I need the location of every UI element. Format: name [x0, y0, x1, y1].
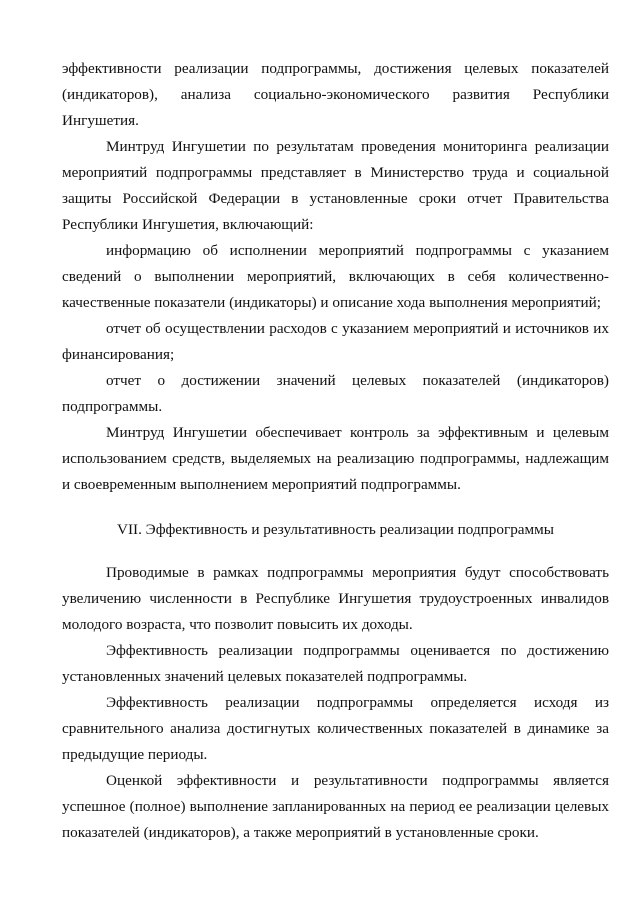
paragraph-assessment: Оценкой эффективности и результативности подпрограммы является успешное (полное) выполнение запланированных на период ее реализации целевых показателей (индикаторов), а также мероприятий в установленные сроки. — [62, 772, 609, 841]
paragraph-report-item-indicators: отчет о достижении значений целевых показателей (индикаторов) подпрограммы. — [62, 372, 609, 415]
paragraph-continuation: эффективности реализации подпрограммы, достижения целевых показателей (индикаторов), анализа социально-экономического развития Республики Ингушетия. — [62, 60, 609, 129]
paragraph-evaluation: Эффективность реализации подпрограммы оценивается по достижению установленных значений целевых показателей подпрограммы. — [62, 642, 609, 685]
paragraph-report-item-expenses: отчет об осуществлении расходов с указанием мероприятий и источников их финансирования; — [62, 320, 609, 363]
paragraph-report-item-execution: информацию об исполнении мероприятий подпрограммы с указанием сведений о выполнении мероприятий, включающих в себя количественно-качественные показатели (индикаторы) и описание хода выполнения мероприятий; — [62, 242, 609, 311]
section-heading: VII. Эффективность и результативность реализации подпрограммы — [117, 521, 554, 538]
paragraph-control: Минтруд Ингушетии обеспечивает контроль за эффективным и целевым использованием средств, выделяемых на реализацию подпрограммы, надлежащим и своевременным выполнением мероприятий подпрограммы. — [62, 424, 609, 493]
text-section-top — [62, 56, 609, 498]
text-section-bottom — [62, 560, 609, 846]
paragraph-monitoring-report: Минтруд Ингушетии по результатам проведения мониторинга реализации мероприятий подпрограммы представляет в Министерство труда и социальной защиты Российской Федерации в установленные сроки отчет Правительства Республики Ингушетия, включающий: — [62, 138, 609, 233]
paragraph-activities: Проводимые в рамках подпрограммы мероприятия будут способствовать увеличению численности в Республике Ингушетия трудоустроенных инвалидов молодого возраста, что позволит повысить их доходы. — [62, 564, 609, 633]
paragraph-comparative-analysis: Эффективность реализации подпрограммы определяется исходя из сравнительного анализа достигнутых количественных показателей в динамике за предыдущие периоды. — [62, 694, 609, 763]
